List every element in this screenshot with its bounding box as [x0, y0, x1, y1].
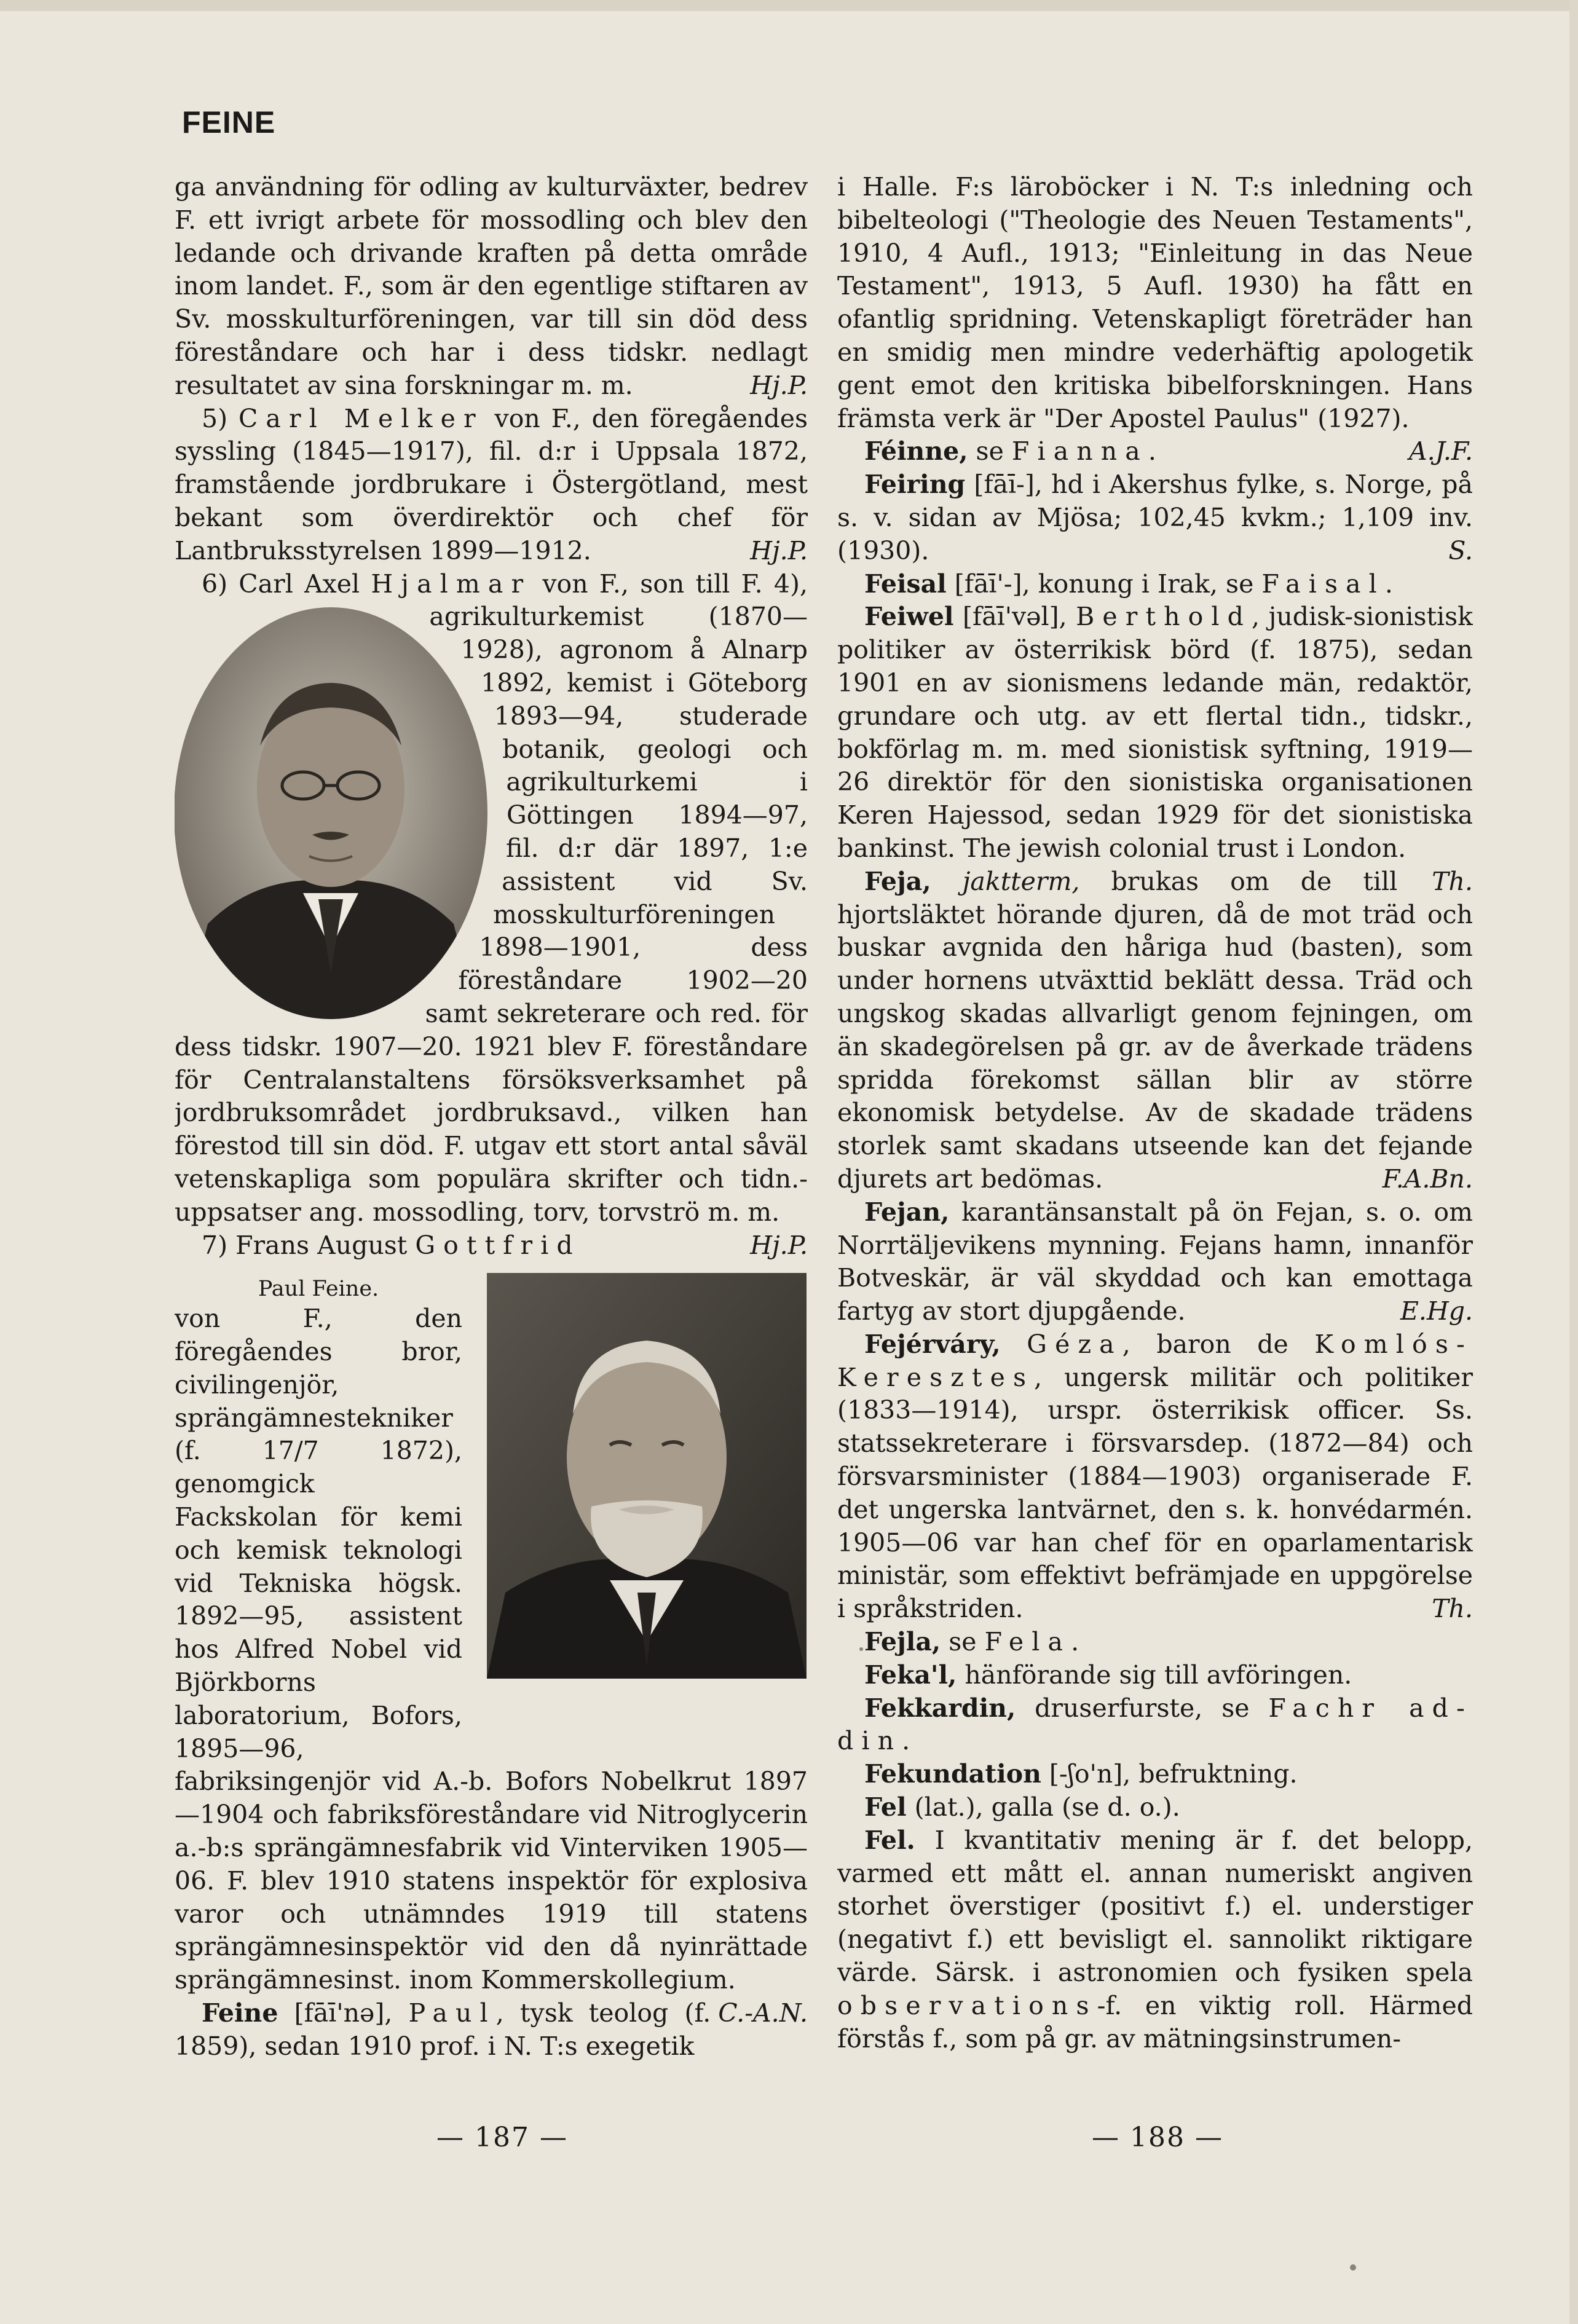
spaced-name: Komlós-Keresztes: [837, 1329, 1473, 1392]
entry-paragraph: Fel (lat.), galla (se d. o.).: [864, 1792, 1180, 1822]
entry-paragraph: Feja, jaktterm, brukas om de till hjortsläktet hörande djuren, då de mot träd och buskar avgnida den håriga hud (basten), som under hornens utväxttid beklätt dessa. Träd och ungskog skadas allvarligt genom fejningen, om än skadegörelsen på gr. av de åverkade trädens spridda förekomst sällan blir av större ekonomisk betydelse. Av de skadade trädens storlek samt skadans utseende kan det fejande djurets art bedömas. F.A.Bn.: [837, 865, 1473, 1196]
headword: Feiring: [864, 470, 966, 500]
entry-paragraph: Feine [fāī'nə], Paul, tysk teolog (f. 1859), sedan 1910 prof. i N. T:s exegetik: [175, 1998, 711, 2061]
cross-reference: Fianna: [1011, 436, 1148, 467]
entry-paragraph: ga användning för odling av kulturväxter, bedrev F. ett ivrigt arbete för mossodling och blev den ledande och drivande kraften på detta område inom landet. F., som är den egentlige stiftaren av Sv. mosskulturföreningen, var till sin död dess föreståndare och har i dess tidskr. nedlagt resultatet av sina forskningar m. m. Hj.P.: [175, 171, 808, 403]
headword: Fejan,: [864, 1197, 950, 1227]
entry-paragraph: 6) Carl Axel Hjalmar von F., son till F. 4), agrikulturkemist (1870—1928), agronom å Alnarp 1892, kemist i Göteborg 1893—94, studerade botanik, geologi och agrikulturkemi i Göttingen 1894—97, fil. d:r där 1897, 1:e assistent vid Sv. mosskulturföreningen 1898—1901, dess föreståndare 1902—20 samt sekreterare och red. för dess tidskr. 1907—20. 1921 blev F. föreståndare för Centralanstaltens försöksverksamhet på jordbruksområdet jordbruksavd., vilken han förestod till sin död. F. utgav ett stort antal såväl vetenskapliga som populära skrifter och tidn.-uppsatser ang. mossodling, torv, torvströ m. m. Hj.P.: [175, 568, 808, 1229]
spaced-term: observations: [837, 1990, 1097, 2020]
headword: Fel.: [864, 1825, 915, 1855]
scan-speck: [859, 1647, 863, 1651]
headword: Fejérváry,: [864, 1329, 1001, 1359]
headword: Fekundation: [864, 1759, 1041, 1789]
headword: Feine: [202, 1998, 278, 2028]
headword: Feja,: [864, 866, 931, 896]
scan-edge-top: [0, 0, 1578, 11]
headword: Fekkardin,: [864, 1693, 1016, 1723]
headword: Feiwel: [864, 602, 954, 632]
headword: Fel: [864, 1792, 907, 1822]
entry-paragraph: i Halle. F:s läroböcker i N. T:s inledning och bibelteologi ("Theologie des Neuen Testaments", 1910, 4 Aufl., 1913; "Einleitung in das Neue Testament", 1913, 5 Aufl. 1930) ha fått en ofantlig spridning. Vetenskapligt företräder han en smidig men mindre vederhäftig apologetik gent emot den kritiska bibelforskningen. Hans främsta verk är "Der Apostel Paulus" (1927). A.J.F.: [837, 171, 1473, 435]
entry-paragraph: Fekkardin, druserfurste, se Fachr ad-din.: [837, 1693, 1473, 1756]
author-signature: Hj.P.: [750, 535, 808, 565]
left-column: ga användning för odling av kulturväxter, bedrev F. ett ivrigt arbete för mossodling och blev den ledande och drivande kraften på detta område inom landet. F., som är den egentlige stiftaren av Sv. mosskulturföreningen, var till sin död dess föreståndare och har i dess tidskr. nedlagt resultatet av sina forskningar m. m. Hj.P. 5) Carl Melker von F., den föregåendes syssling (1845—1917), fil. d:r i Uppsala 1872, framstående jordbrukare i Östergötland, mest bekant som överdirektör och chef för Lantbruksstyrelsen 1899—1912. Hj.P. 6) Carl Axel Hjalmar von F., son till F. 4), agrikulturkemist (1870—1928), agronom å Alnarp 1892, kemist i Göteborg 1893—94, studerade botanik, geologi och agrikulturkemi i Göttingen 1894—97, fil. d:r där 1897, 1:e assistent vid Sv. mosskulturföreningen 1898—1901, dess föreståndare 1902—20 samt sekreterare och red. för dess tidskr. 1907—20. 1921 blev F. föreståndare för Centralanstaltens försöksverksamhet på jordbruksområdet jordbruksavd., vilken han förestod till sin död. F. utgav ett stort antal såväl vetenskapliga som populära skrifter och tidn.-uppsatser ang. mossodling, torv, torvströ m. m. Hj.P. 7) Frans August Gottfrid Paul Feine. von F., den föregåendes bror, civilingenjör, sprängämnestekniker (f. 17/7 1872), genomgick Fackskolan för kemi och kemisk teknologi vid Tekniska högsk. 1892—95, assistent hos Alfred Nobel vid Björkborns laboratorium, Bofors, 1895—96, fabriksingenjör vid A.-b. Bofors Nobelkrut 1897—1904 och fabriksföreståndare vid Nitroglycerin a.-b:s sprängämnesfabrik vid Vinterviken 1905—06. F. blev 1910 statens inspektör för explosiva varor och utnämndes 1919 till statens sprängämnesinspektör vid den då nyinrättade sprängämnesinst. inom Kommerskollegium. C.-A.N. Feine [fāī'nə], Paul, tysk teolog (f. 1859), sedan 1910 prof. i N. T:s exegetik: [175, 171, 808, 2064]
spaced-name: Gottfrid: [415, 1230, 581, 1260]
entry-paragraph: Féinne, se Fianna.: [864, 436, 1156, 467]
entry-paragraph: Feiring [fāī-], hd i Akershus fylke, s. Norge, på s. v. sidan av Mjösa; 102,45 kvkm.; 1,109 inv. (1930). S.: [837, 468, 1473, 567]
spaced-name: Berthold: [1076, 602, 1252, 632]
author-signature: S.: [1448, 535, 1473, 565]
headword: Fejla,: [864, 1627, 941, 1657]
spaced-name: Paul: [408, 1998, 496, 2028]
scan-edge-right: [1569, 0, 1578, 2324]
page-number-left: — 187 —: [436, 2122, 568, 2153]
page-number-right: — 188 —: [1092, 2122, 1223, 2153]
cross-reference: Faisal: [1261, 569, 1385, 599]
spaced-name: Carl Melker: [238, 403, 484, 433]
headword: Feka'l,: [864, 1660, 957, 1690]
author-signature: Hj.P.: [750, 370, 808, 400]
headword: Féinne,: [864, 436, 968, 467]
entry-paragraph: Feiwel [fāī'vəl], Berthold, judisk-sionistisk politiker av österrikisk börd (f. 1875), sedan 1901 en av sionismens ledande män, redaktör, grundare och utg. av ett flertal tidn., tidskr., bokförlag m. m. med sionistisk syftning, 1919—26 direktör för den sionistiska organisationen Keren Hajessod, sedan 1929 för det sionistiska bankinst. The jewish colonial trust i London. Th.: [837, 601, 1473, 865]
entry-paragraph: Fejan, karantänsanstalt på ön Fejan, s. o. om Norrtäljevikens mynning. Fejans hamn, innanför Botveskär, är väl skyddad och kan emottaga fartyg av stort djupgående. E.Hg.: [837, 1196, 1473, 1328]
spaced-name: Hjalmar: [371, 569, 532, 599]
author-signature: A.J.F.: [1408, 436, 1473, 467]
spaced-name: Géza: [1027, 1329, 1122, 1359]
right-column: [837, 171, 1473, 2064]
author-signature: Hj.P.: [750, 1230, 808, 1260]
entry-paragraph: 5) Carl Melker von F., den föregåendes syssling (1845—1917), fil. d:r i Uppsala 1872, framstående jordbrukare i Östergötland, mest bekant som överdirektör och chef för Lantbruksstyrelsen 1899—1912. Hj.P.: [175, 403, 808, 568]
portrait-photo: [487, 1273, 807, 1679]
cross-reference: Fela: [984, 1627, 1071, 1657]
author-signature: Th.: [1432, 866, 1473, 896]
running-header: FEINE: [182, 105, 276, 140]
scan-speck: [1350, 2264, 1356, 2271]
entry-paragraph: Fekundation [-ʃo'n], befruktning.: [864, 1759, 1298, 1789]
headword: Feisal: [864, 569, 947, 599]
cross-reference: Fachr ad-din: [837, 1693, 1473, 1756]
entry-paragraph: Fejla, se Fela.: [864, 1627, 1079, 1657]
entry-paragraph: Fejérváry, Géza, baron de Komlós-Keresztes, ungersk militär och politiker (1833—1914), urspr. österrikisk officer. Ss. statssekreterare i försvarsdep. (1872—84) och försvarsminister (1884—1903) organiserade F. det ungerska lantvärnet, den s. k. honvédarmén. 1905—06 var han chef för en oparlamentarisk ministär, som effektivt befrämjade en uppgörelse i språkstriden. Th.: [837, 1328, 1473, 1626]
photo-caption: Paul Feine.: [258, 1277, 379, 1302]
portrait-paul-feine: [481, 1273, 808, 1728]
entry-paragraph: Feka'l, hänförande sig till avföringen.: [864, 1660, 1352, 1690]
entry-paragraph: 7) Frans August Gottfrid: [175, 1229, 808, 1262]
author-signature: F.A.Bn.: [1382, 1164, 1473, 1194]
portrait-photo: [175, 604, 491, 1022]
entry-paragraph: Fel. I kvantitativ mening är f. det belopp, varmed ett mått el. annan numeriskt angiven storhet överstiger (positivt f.) el. understiger (negativt f.) ett bevisligt el. sannolikt riktigare värde. Särsk. i astronomien och fysiken spela observations-f. en viktig roll. Härmed förstås f., som på gr. av mätningsinstrumen-: [837, 1825, 1473, 2054]
author-signature: C.-A.N.: [718, 1998, 808, 2028]
author-signature: E.Hg.: [1400, 1296, 1473, 1326]
portrait-hjalmar-feilitzen: [175, 604, 491, 1022]
entry-paragraph: Feisal [fāī'-], konung i Irak, se Faisal.: [864, 569, 1393, 599]
author-signature: Th.: [1432, 1594, 1473, 1624]
